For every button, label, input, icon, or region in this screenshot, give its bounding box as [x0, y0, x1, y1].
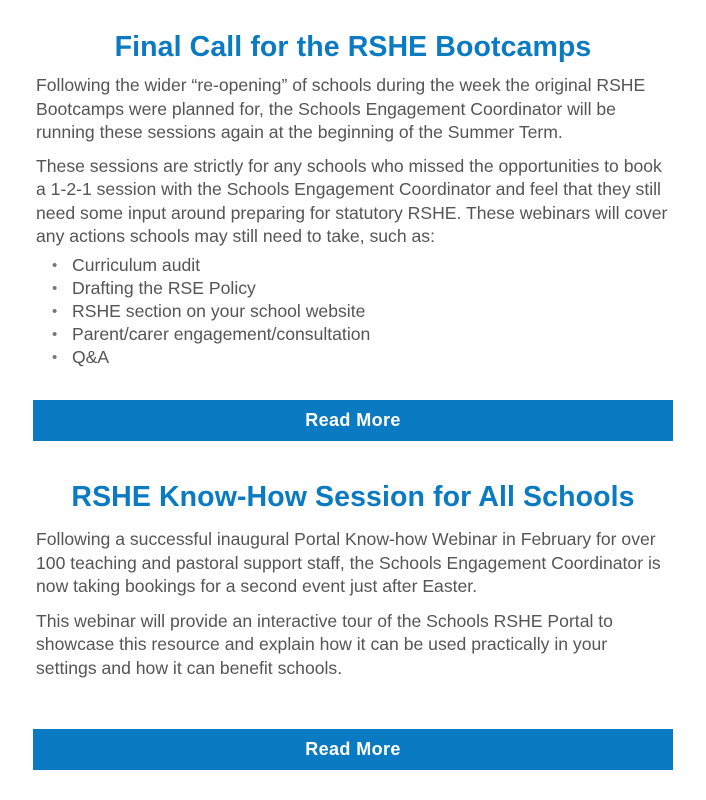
article-paragraph: These sessions are strictly for any schools who missed the opportunities to book a 1-2-1 session with the Schools Engagement Coordinator and feel that they still need some input around preparing for statutory RSHE. These webinars will cover any actions schools may still need to take, such as:: [36, 155, 668, 246]
article-title: Final Call for the RSHE Bootcamps: [114, 31, 592, 63]
article-paragraph: Following the wider “re-opening” of schools during the week the original RSHE Bootcamps were planned for, the Schools Engagement Coordinator will be running these sessions again at the beginning of the Summer Term.: [36, 75, 646, 142]
article-paragraph: Following a successful inaugural Portal Know-how Webinar in February for over 100 teaching and pastoral support staff, the Schools Engagement Coordinator is now taking bookings for a second event just after Easter.: [36, 529, 661, 596]
list-item: • Q&A: [50, 346, 706, 369]
article-title: RSHE Know-How Session for All Schools: [71, 481, 635, 513]
list-item: • Parent/carer engagement/consultation: [50, 323, 706, 346]
list-item: • Curriculum audit: [50, 254, 706, 277]
actions-list: [0, 254, 706, 370]
list-item: • RSHE section on your school website: [50, 300, 706, 323]
article-paragraph: This webinar will provide an interactive tour of the Schools RSHE Portal to showcase this resource and explain how it can be used practically in your settings and how it can benefit schools.: [36, 610, 613, 678]
list-item: • Drafting the RSE Policy: [50, 277, 706, 300]
read-more-button[interactable]: Read More: [33, 400, 673, 441]
article-know-how-session: [0, 464, 706, 759]
read-more-button[interactable]: Read More: [33, 729, 673, 770]
